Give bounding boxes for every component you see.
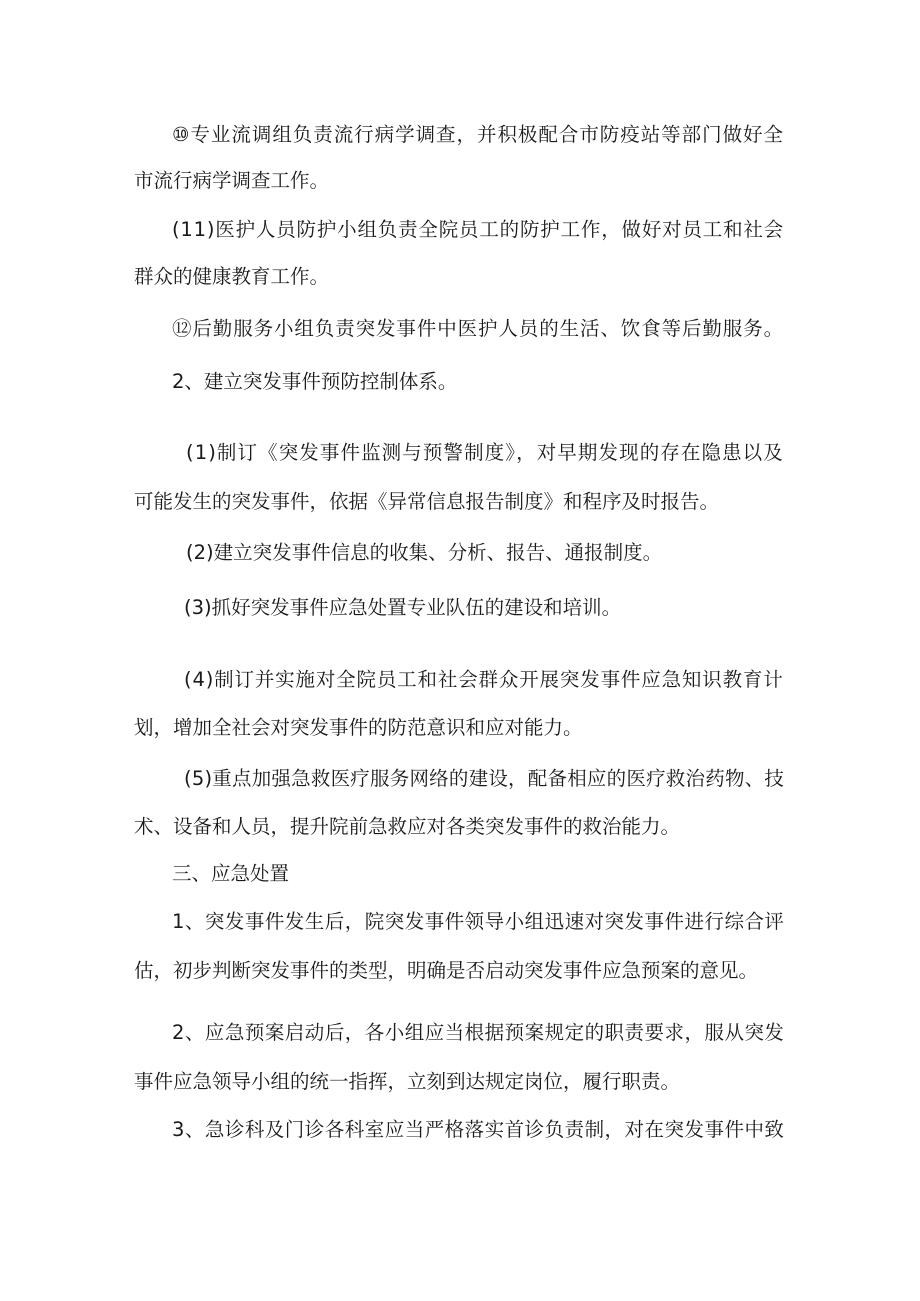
paragraph-line: ⑫后勤服务小组负责突发事件中医护人员的生活、饮食等后勤服务。: [172, 317, 785, 340]
paragraph-line: (1)制订《突发事件监测与预警制度》，对早期发现的存在隐患以及: [186, 441, 784, 464]
paragraph-line: 2、应急预案启动后，各小组应当根据预案规定的职责要求，服从突发: [172, 1021, 785, 1044]
paragraph-line: (11)医护人员防护小组负责全院员工的防护工作，做好对员工和社会: [172, 218, 785, 241]
paragraph-line: 可能发生的突发事件，依据《异常信息报告制度》和程序及时报告。: [134, 490, 720, 513]
paragraph-line: (3)抓好突发事件应急处置专业队伍的建设和培训。: [184, 596, 622, 619]
paragraph-line: 群众的健康教育工作。: [134, 265, 330, 288]
paragraph-line: (2)建立突发事件信息的收集、分析、报告、通报制度。: [186, 541, 663, 564]
paragraph-line: (4)制订并实施对全院员工和社会群众开展突发事件应急知识教育计: [184, 668, 784, 691]
paragraph-line: 划，增加全社会对突发事件的防范意识和应对能力。: [134, 716, 583, 739]
section-heading: 2、建立突发事件预防控制体系。: [172, 370, 458, 393]
paragraph-line: (5)重点加强急救医疗服务网络的建设，配备相应的医疗救治药物、技: [184, 767, 785, 790]
section-heading: 三、应急处置: [172, 862, 290, 885]
paragraph-line: ⑩专业流调组负责流行病学调查，并积极配合市防疫站等部门做好全: [172, 123, 784, 146]
paragraph-line: 估，初步判断突发事件的类型，明确是否启动突发事件应急预案的意见。: [134, 959, 759, 982]
paragraph-line: 术、设备和人员，提升院前急救应对各类突发事件的救治能力。: [134, 815, 681, 838]
paragraph-line: 市流行病学调查工作。: [134, 169, 330, 192]
paragraph-line: 事件应急领导小组的统一指挥，立刻到达规定岗位，履行职责。: [134, 1070, 681, 1093]
paragraph-line: 3、急诊科及门诊各科室应当严格落实首诊负责制，对在突发事件中致: [172, 1118, 785, 1141]
paragraph-line: 1、突发事件发生后，院突发事件领导小组迅速对突发事件进行综合评: [172, 910, 785, 933]
